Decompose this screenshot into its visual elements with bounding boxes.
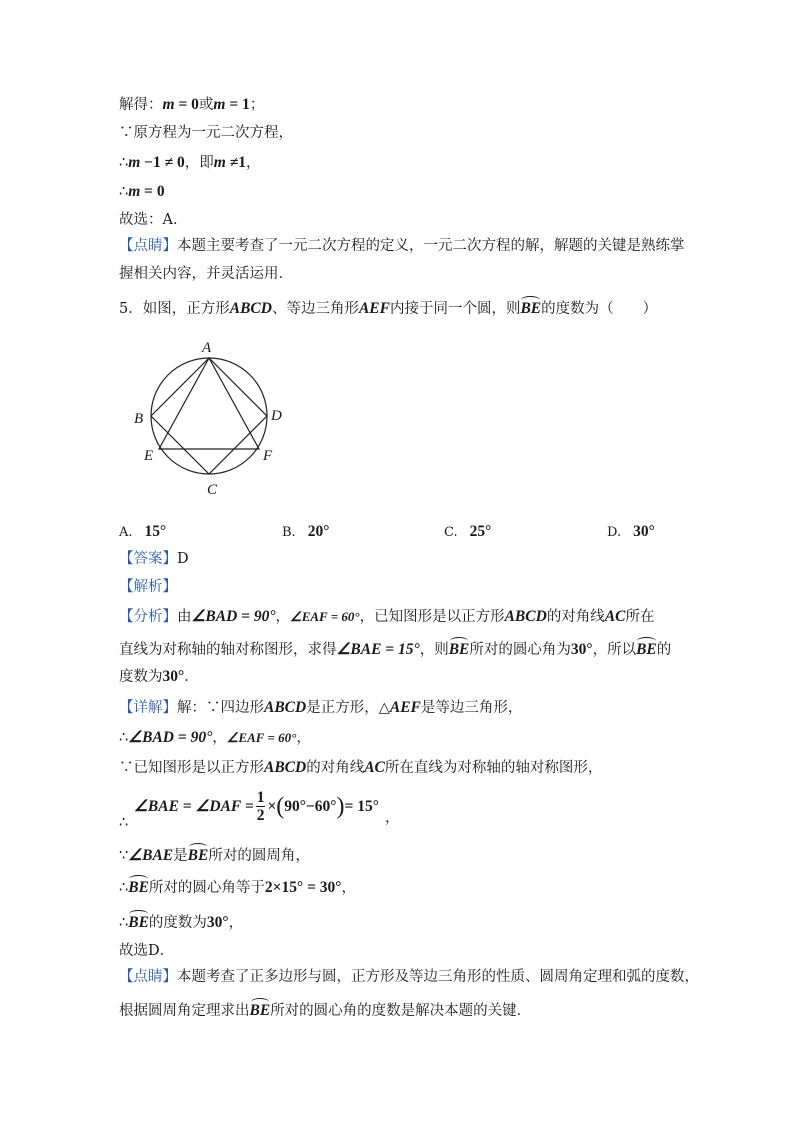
- math-var: m: [213, 96, 226, 113]
- text: 的对角线: [306, 760, 365, 776]
- math-var: m: [213, 154, 226, 171]
- dianjing-line-2: [119, 1000, 531, 1022]
- math-expr: = 0: [140, 183, 165, 200]
- detail-line-4: [119, 788, 449, 834]
- text: ，则: [419, 642, 449, 658]
- paren-right: ): [336, 793, 345, 820]
- math-var: m: [162, 96, 175, 113]
- text: 是等边三角形，: [420, 700, 523, 716]
- text: ，所以: [592, 642, 637, 658]
- text: ，: [245, 155, 261, 171]
- arc-notation: BE: [520, 298, 541, 320]
- arc-notation: BE: [449, 639, 470, 661]
- fraction-denominator: 2: [256, 807, 265, 824]
- text: ，: [296, 730, 311, 746]
- text: 本题主要考查了一元二次方程的定义，一元二次方程的解，解题的关键是熟练掌: [177, 238, 685, 254]
- text: ；: [249, 97, 265, 113]
- option-a[interactable]: [119, 521, 166, 544]
- text: 的对角线: [546, 609, 605, 625]
- text: 所对的圆心角的度数是解决本题的关键．: [270, 1003, 532, 1019]
- label-E: E: [144, 448, 154, 464]
- text: 所对的圆心角等于: [148, 880, 265, 896]
- dianjing-line-1: [119, 966, 699, 988]
- because-symbol: ∵: [119, 848, 129, 864]
- arc-notation: BE: [636, 639, 657, 661]
- detail-line-7: [119, 912, 243, 934]
- text: 5．如图，正方形: [119, 301, 230, 317]
- question-5: [119, 298, 657, 320]
- text: 所对的圆周角，: [208, 848, 310, 864]
- therefore-symbol: ∴: [119, 730, 129, 746]
- solution-line-2: ∵原方程为一元二次方程，: [119, 125, 293, 141]
- math-var: m: [128, 183, 141, 200]
- math-expr: −1 ≠ 0: [140, 154, 185, 171]
- math-expr: 30°: [570, 641, 593, 658]
- solution-line-4: [119, 181, 165, 203]
- math-expr: ×: [267, 798, 277, 815]
- text: 所在: [625, 609, 655, 625]
- math-expr: = 15°: [344, 798, 379, 815]
- option-c[interactable]: [444, 521, 491, 544]
- option-letter: A.: [119, 525, 133, 540]
- text: 的: [656, 642, 672, 658]
- text: ，: [212, 730, 227, 746]
- fenxi-line-1: [119, 606, 655, 628]
- text: 本题考查了正多边形与圆，正方形及等边三角形的性质、圆周角定理和弧的度数，: [177, 969, 699, 985]
- therefore-symbol: ∴: [119, 815, 129, 831]
- arc-notation: BE: [250, 1000, 271, 1022]
- math-var: ABCD: [229, 300, 272, 317]
- math-expr: ∠EAF = 60°: [226, 730, 297, 745]
- option-value: 20°: [307, 523, 330, 540]
- fraction: [256, 789, 266, 824]
- text: ，: [341, 880, 356, 896]
- text: ，: [228, 915, 244, 931]
- text: ，: [275, 609, 291, 625]
- equation: [134, 788, 379, 825]
- therefore-symbol: ∴: [119, 155, 129, 171]
- text: ，: [385, 810, 400, 826]
- text: ，已知图形是以正方形: [359, 609, 505, 625]
- math-var: ABCD: [504, 608, 547, 625]
- text: 是: [173, 848, 188, 864]
- text: 所在直线为对称轴的轴对称图形，: [384, 760, 603, 776]
- section-tag: 【详解】: [119, 700, 177, 716]
- text: 由: [177, 609, 192, 625]
- answer-line: [119, 548, 189, 570]
- math-var: ABCD: [264, 699, 307, 716]
- option-letter: B.: [282, 525, 296, 540]
- solution-line-6: [119, 235, 685, 257]
- therefore-symbol: ∴: [119, 915, 129, 931]
- paren-left: (: [276, 793, 285, 820]
- answer-tag: 【答案】: [119, 551, 177, 567]
- math-var: AC: [364, 759, 385, 776]
- label-A: A: [202, 340, 212, 356]
- math-expr: 90°−60°: [284, 798, 337, 815]
- text: 、等边三角形: [271, 301, 359, 317]
- math-expr: ∠EAF = 60°: [290, 609, 360, 624]
- text: ，即: [184, 155, 214, 171]
- math-expr: 2×15° = 30°: [264, 879, 342, 896]
- detail-line-3: [119, 757, 602, 779]
- math-expr: 30°: [162, 668, 185, 685]
- answer-value: D: [177, 551, 189, 567]
- option-b[interactable]: [282, 521, 329, 544]
- math-expr: ∠BAD = 90°: [191, 608, 276, 625]
- arc-notation: BE: [128, 912, 149, 934]
- math-var: AEF: [389, 699, 421, 716]
- text: 或: [198, 97, 214, 113]
- text: 是正方形，: [306, 700, 379, 716]
- text: 的度数为（ ）: [541, 301, 658, 317]
- text: 根据圆周角定理求出: [119, 1003, 250, 1019]
- circumcircle: [151, 358, 267, 474]
- text: ．: [184, 669, 199, 685]
- solution-line-7: 握相关内容，并灵活运用．: [119, 266, 293, 282]
- math-expr: ≠1: [225, 154, 246, 171]
- option-value: 30°: [633, 523, 655, 540]
- text: 直线为对称轴的轴对称图形，求得: [119, 642, 337, 658]
- solution-line-1: [119, 94, 264, 116]
- triangle-symbol: △: [378, 700, 390, 716]
- section-tag: 【分析】: [119, 609, 177, 625]
- math-expr: ∠BAE = 15°: [336, 641, 420, 658]
- fenxi-line-2: [119, 639, 671, 661]
- math-expr: 30°: [206, 914, 229, 931]
- text: 解得：: [119, 97, 163, 113]
- solution-line-3: [119, 152, 260, 174]
- section-tag: 【点睛】: [119, 238, 177, 254]
- label-B: B: [134, 411, 144, 427]
- text: 所对的圆心角为: [469, 642, 571, 658]
- arc-notation: BE: [188, 845, 209, 867]
- option-value: 25°: [469, 523, 492, 540]
- therefore-symbol: ∴: [119, 184, 129, 200]
- detail-line-6: [119, 877, 356, 899]
- label-C: C: [207, 482, 218, 498]
- option-d[interactable]: [607, 521, 655, 544]
- option-letter: C.: [444, 525, 458, 540]
- math-var: ABCD: [264, 759, 307, 776]
- text: 度数为: [119, 669, 163, 685]
- text: 的度数为: [148, 915, 207, 931]
- math-var: AEF: [358, 300, 390, 317]
- math-expr: ∠BAE = ∠DAF =: [134, 798, 254, 815]
- label-F: F: [263, 448, 273, 464]
- text: 内接于同一个圆，则: [389, 301, 521, 317]
- geometry-figure: [125, 335, 295, 505]
- analysis-tag: 【解析】: [119, 579, 177, 595]
- fenxi-line-3: [119, 666, 199, 688]
- arc-notation: BE: [128, 877, 149, 899]
- triangle-AEF: [159, 358, 259, 449]
- math-expr: = 0: [174, 96, 199, 113]
- math-expr: = 1: [225, 96, 250, 113]
- math-var: AC: [604, 608, 626, 625]
- option-letter: D.: [607, 525, 622, 540]
- detail-line-1: [119, 697, 522, 719]
- option-value: 15°: [144, 523, 167, 540]
- detail-line-2: [119, 727, 311, 749]
- fraction-numerator: 1: [256, 789, 265, 806]
- math-expr: ∠BAD = 90°: [128, 729, 213, 746]
- detail-line-5: [119, 845, 310, 867]
- therefore-symbol: ∴: [119, 880, 129, 896]
- section-tag: 【点睛】: [119, 969, 177, 985]
- text: ∵已知图形是以正方形: [119, 760, 264, 776]
- label-D: D: [271, 408, 282, 424]
- solution-line-5: 故选：A．: [119, 212, 188, 228]
- text: 解：∵四边形: [177, 700, 264, 716]
- detail-line-8: 故选D．: [119, 943, 175, 959]
- math-expr: ∠BAE: [128, 847, 174, 864]
- math-var: m: [128, 154, 141, 171]
